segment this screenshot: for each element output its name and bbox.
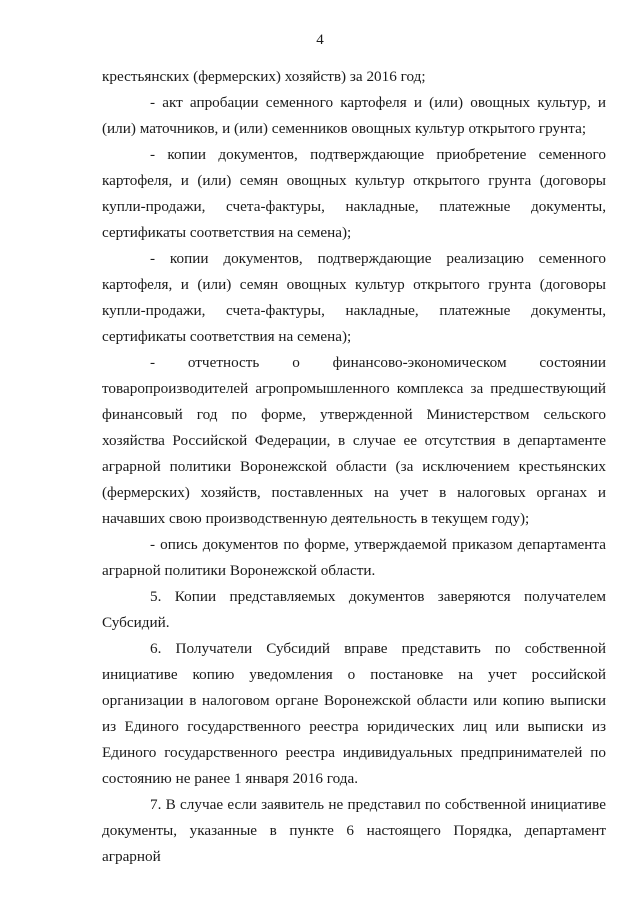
page-number: 4 bbox=[316, 32, 324, 48]
document-body bbox=[102, 64, 606, 870]
paragraph-item-6: 6. Получатели Субсидий вправе представить по собственной инициативе копию уведомления о постановке на учет российской организации в налоговом органе Воронежской области или копию выписки из Единого государственного реестра юридических лиц или выписки из Единого государственного реестра индивидуальных предпринимателей по состоянию не ранее 1 января 2016 года. bbox=[102, 640, 606, 787]
paragraph-item-7: 7. В случае если заявитель не представил по собственной инициативе документы, указанные в пункте 6 настоящего Порядка, департамент аграрной bbox=[102, 796, 606, 865]
paragraph-financial-reporting: - отчетность о финансово-экономическом состоянии товаропроизводителей агропромышленного комплекса за предшествующий финансовый год по форме, утвержденной Министерством сельского хозяйства Российской Федерации, в случае ее отсутствия в департаменте аграрной политики Воронежской области (за исключением крестьянских (фермерских) хозяйств, поставленных на учет в налоговых органах и начавших свою производственную деятельность в текущем году); bbox=[102, 354, 606, 527]
paragraph-purchase-documents: - копии документов, подтверждающие приобретение семенного картофеля, и (или) семян овощных культур открытого грунта (договоры купли-продажи, счета-фактуры, накладные, платежные документы, сертификаты соответствия на семена); bbox=[102, 146, 606, 241]
paragraph-item-5: 5. Копии представляемых документов заверяются получателем Субсидий. bbox=[102, 588, 606, 631]
paragraph-farms-continuation: крестьянских (фермерских) хозяйств) за 2016 год; bbox=[102, 68, 426, 85]
paragraph-document-inventory: - опись документов по форме, утверждаемой приказом департамента аграрной политики Воронежской области. bbox=[102, 536, 606, 579]
paragraph-approbation-act: - акт апробации семенного картофеля и (или) овощных культур, и (или) маточников, и (или) семенников овощных культур открытого грунта; bbox=[102, 94, 606, 137]
paragraph-sale-documents: - копии документов, подтверждающие реализацию семенного картофеля, и (или) семян овощных культур открытого грунта (договоры купли-продажи, счета-фактуры, накладные, платежные документы, сертификаты соответствия на семена); bbox=[102, 250, 606, 345]
